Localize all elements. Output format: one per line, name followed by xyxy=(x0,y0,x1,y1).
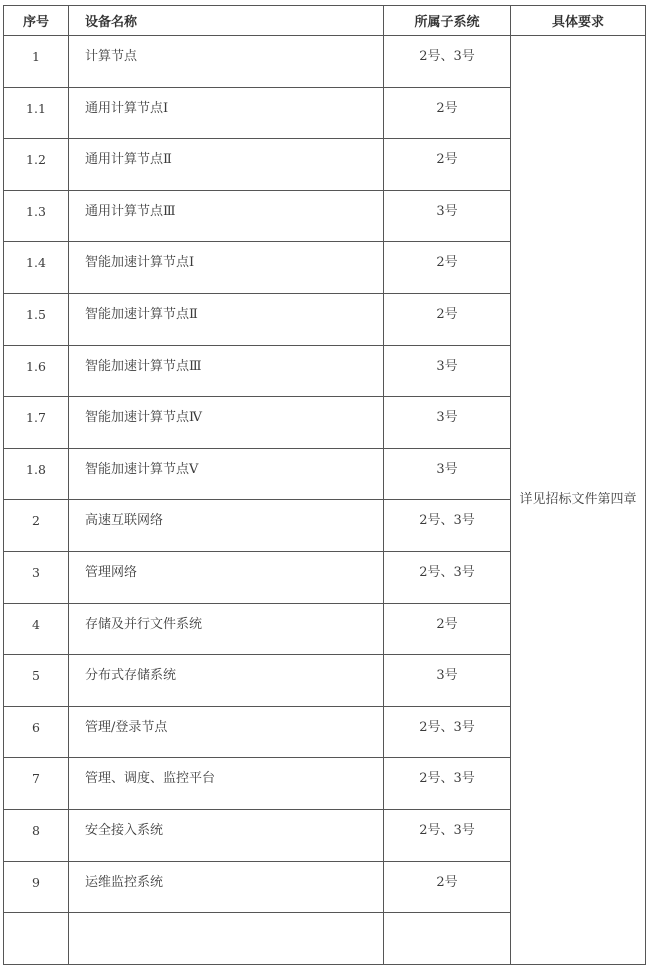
device-name-cell: 智能加速计算节点Ⅲ xyxy=(69,345,384,397)
subsystem-cell: 2号、3号 xyxy=(384,36,511,88)
row-index-cell: 1.4 xyxy=(4,242,69,294)
device-name-cell: 计算节点 xyxy=(69,36,384,88)
subsystem-cell: 2号、3号 xyxy=(384,551,511,603)
equipment-table xyxy=(3,5,646,965)
subsystem-cell: 2号 xyxy=(384,603,511,655)
row-index-cell: 5 xyxy=(4,655,69,707)
subsystem-cell: 3号 xyxy=(384,345,511,397)
row-index-cell: 1.8 xyxy=(4,448,69,500)
subsystem-cell: 3号 xyxy=(384,448,511,500)
subsystem-cell: 2号、3号 xyxy=(384,809,511,861)
subsystem-cell: 3号 xyxy=(384,190,511,242)
device-name-cell: 管理网络 xyxy=(69,551,384,603)
subsystem-cell: 3号 xyxy=(384,397,511,449)
subsystem-cell: 2号 xyxy=(384,293,511,345)
row-index-cell: 1.2 xyxy=(4,139,69,191)
table-body xyxy=(4,36,646,965)
row-index-cell: 6 xyxy=(4,706,69,758)
row-index-cell: 2 xyxy=(4,500,69,552)
header-index: 序号 xyxy=(4,6,69,36)
row-index-cell: 3 xyxy=(4,551,69,603)
device-name-cell: 通用计算节点Ⅲ xyxy=(69,190,384,242)
device-name-cell: 高速互联网络 xyxy=(69,500,384,552)
subsystem-cell: 2号、3号 xyxy=(384,706,511,758)
subsystem-cell: 2号、3号 xyxy=(384,758,511,810)
header-row xyxy=(4,6,646,36)
device-name-cell: 智能加速计算节点Ⅴ xyxy=(69,448,384,500)
device-name-cell: 智能加速计算节点Ⅱ xyxy=(69,293,384,345)
header-subsystem: 所属子系统 xyxy=(384,6,511,36)
row-index-cell: 9 xyxy=(4,861,69,913)
row-index-cell: 1.5 xyxy=(4,293,69,345)
device-name-cell: 分布式存储系统 xyxy=(69,655,384,707)
row-index-cell: 1.3 xyxy=(4,190,69,242)
row-index-cell: 1.6 xyxy=(4,345,69,397)
row-index-cell: 7 xyxy=(4,758,69,810)
device-name-cell: 运维监控系统 xyxy=(69,861,384,913)
subsystem-cell: 3号 xyxy=(384,655,511,707)
row-index-cell: 1 xyxy=(4,36,69,88)
subsystem-cell: 2号、3号 xyxy=(384,500,511,552)
row-index-cell: 8 xyxy=(4,809,69,861)
subsystem-cell: 2号 xyxy=(384,242,511,294)
row-index-cell xyxy=(4,913,69,965)
row-index-cell: 4 xyxy=(4,603,69,655)
device-name-cell: 安全接入系统 xyxy=(69,809,384,861)
table-header xyxy=(4,6,646,36)
device-name-cell: 智能加速计算节点Ⅰ xyxy=(69,242,384,294)
device-name-cell: 通用计算节点Ⅱ xyxy=(69,139,384,191)
subsystem-cell: 2号 xyxy=(384,861,511,913)
subsystem-cell xyxy=(384,913,511,965)
device-name-cell: 智能加速计算节点Ⅳ xyxy=(69,397,384,449)
header-requirement: 具体要求 xyxy=(511,6,646,36)
device-name-cell: 存储及并行文件系统 xyxy=(69,603,384,655)
requirement-merged-cell: 详见招标文件第四章 xyxy=(511,36,646,965)
table-row xyxy=(4,36,646,88)
header-device-name: 设备名称 xyxy=(69,6,384,36)
device-name-cell: 管理/登录节点 xyxy=(69,706,384,758)
device-name-cell: 通用计算节点Ⅰ xyxy=(69,87,384,139)
device-name-cell: 管理、调度、监控平台 xyxy=(69,758,384,810)
row-index-cell: 1.7 xyxy=(4,397,69,449)
subsystem-cell: 2号 xyxy=(384,139,511,191)
row-index-cell: 1.1 xyxy=(4,87,69,139)
device-name-cell xyxy=(69,913,384,965)
subsystem-cell: 2号 xyxy=(384,87,511,139)
